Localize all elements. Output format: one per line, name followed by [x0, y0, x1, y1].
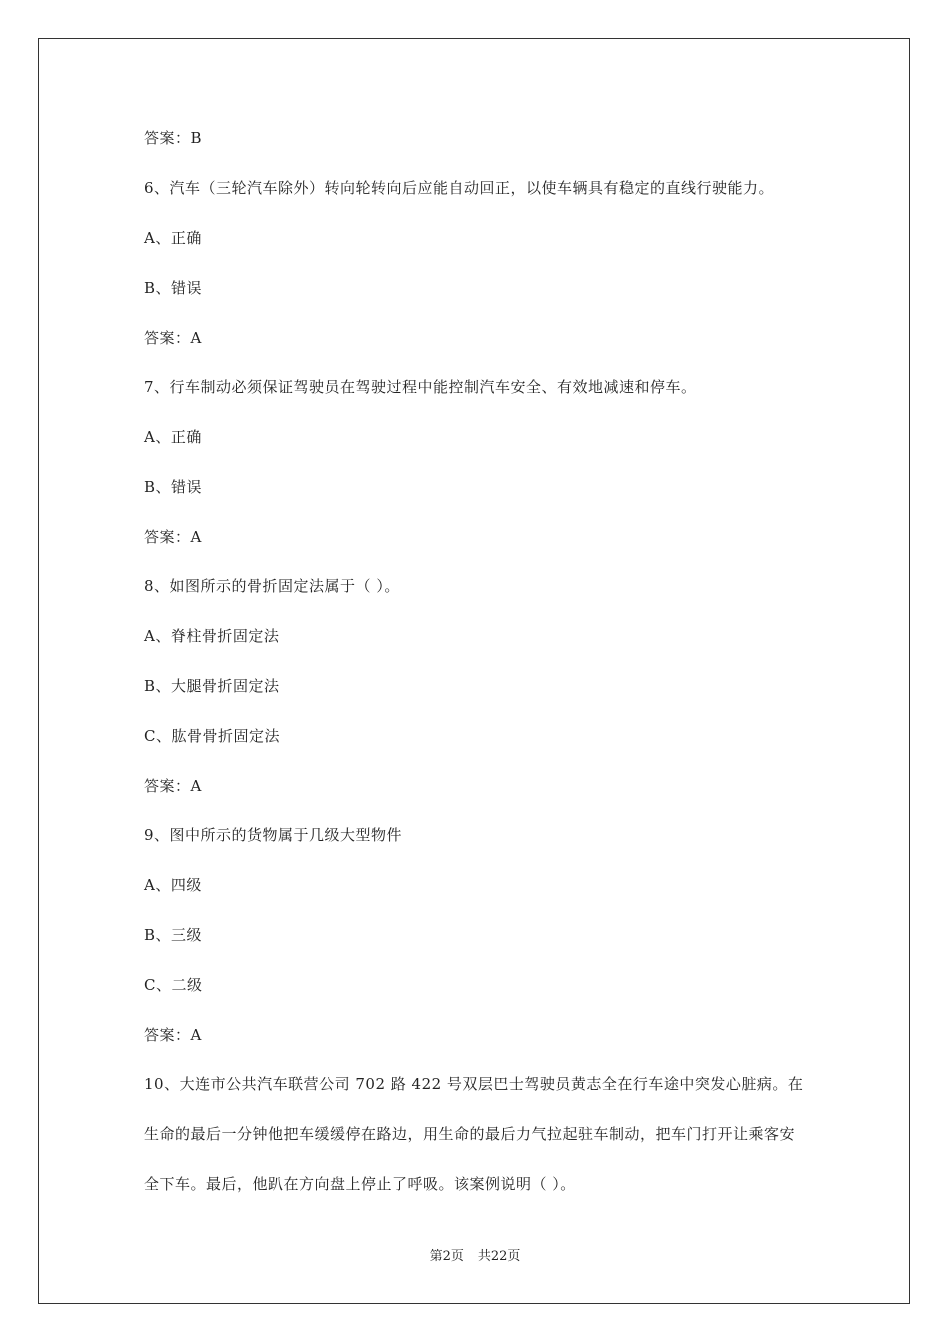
- question-7: 7、行车制动必须保证驾驶员在驾驶过程中能控制汽车安全、有效地减速和停车。: [144, 378, 697, 396]
- question-8-option-b: B、大腿骨折固定法: [144, 677, 280, 695]
- question-8-answer: 答案：A: [144, 777, 202, 795]
- question-7-answer: 答案：A: [144, 528, 202, 546]
- question-9-option-b: B、三级: [144, 926, 203, 944]
- page-footer: [0, 1248, 950, 1266]
- question-9-answer: 答案：A: [144, 1026, 202, 1044]
- question-6: 6、汽车（三轮汽车除外）转向轮转向后应能自动回正，以使车辆具有稳定的直线行驶能力。: [144, 179, 775, 197]
- question-9: 9、图中所示的货物属于几级大型物件: [144, 826, 403, 844]
- question-8-option-a: A、脊柱骨折固定法: [144, 627, 280, 645]
- question-7-option-b: B、错误: [144, 478, 203, 496]
- question-10-line-3: 全下车。最后，他趴在方向盘上停止了呼吸。该案例说明（ ）。: [144, 1175, 576, 1193]
- page-total: 共22页: [477, 1249, 521, 1264]
- answer-5: 答案：B: [144, 129, 203, 147]
- question-6-answer: 答案：A: [144, 329, 202, 347]
- question-10-line-1: 10、大连市公共汽车联营公司 702 路 422 号双层巴士驾驶员黄志全在行车途中突发心脏病。在: [144, 1075, 804, 1093]
- question-10-line-2: 生命的最后一分钟他把车缓缓停在路边，用生命的最后力气拉起驻车制动，把车门打开让乘客安: [144, 1125, 796, 1143]
- question-7-option-a: A、正确: [144, 428, 202, 446]
- question-8: 8、如图所示的骨折固定法属于（ ）。: [144, 577, 400, 595]
- question-9-option-a: A、四级: [144, 876, 202, 894]
- question-6-option-a: A、正确: [144, 229, 202, 247]
- page-number: 第2页: [429, 1249, 464, 1264]
- question-6-option-b: B、错误: [144, 279, 203, 297]
- question-8-option-c: C、肱骨骨折固定法: [144, 727, 280, 745]
- question-9-option-c: C、二级: [144, 976, 203, 994]
